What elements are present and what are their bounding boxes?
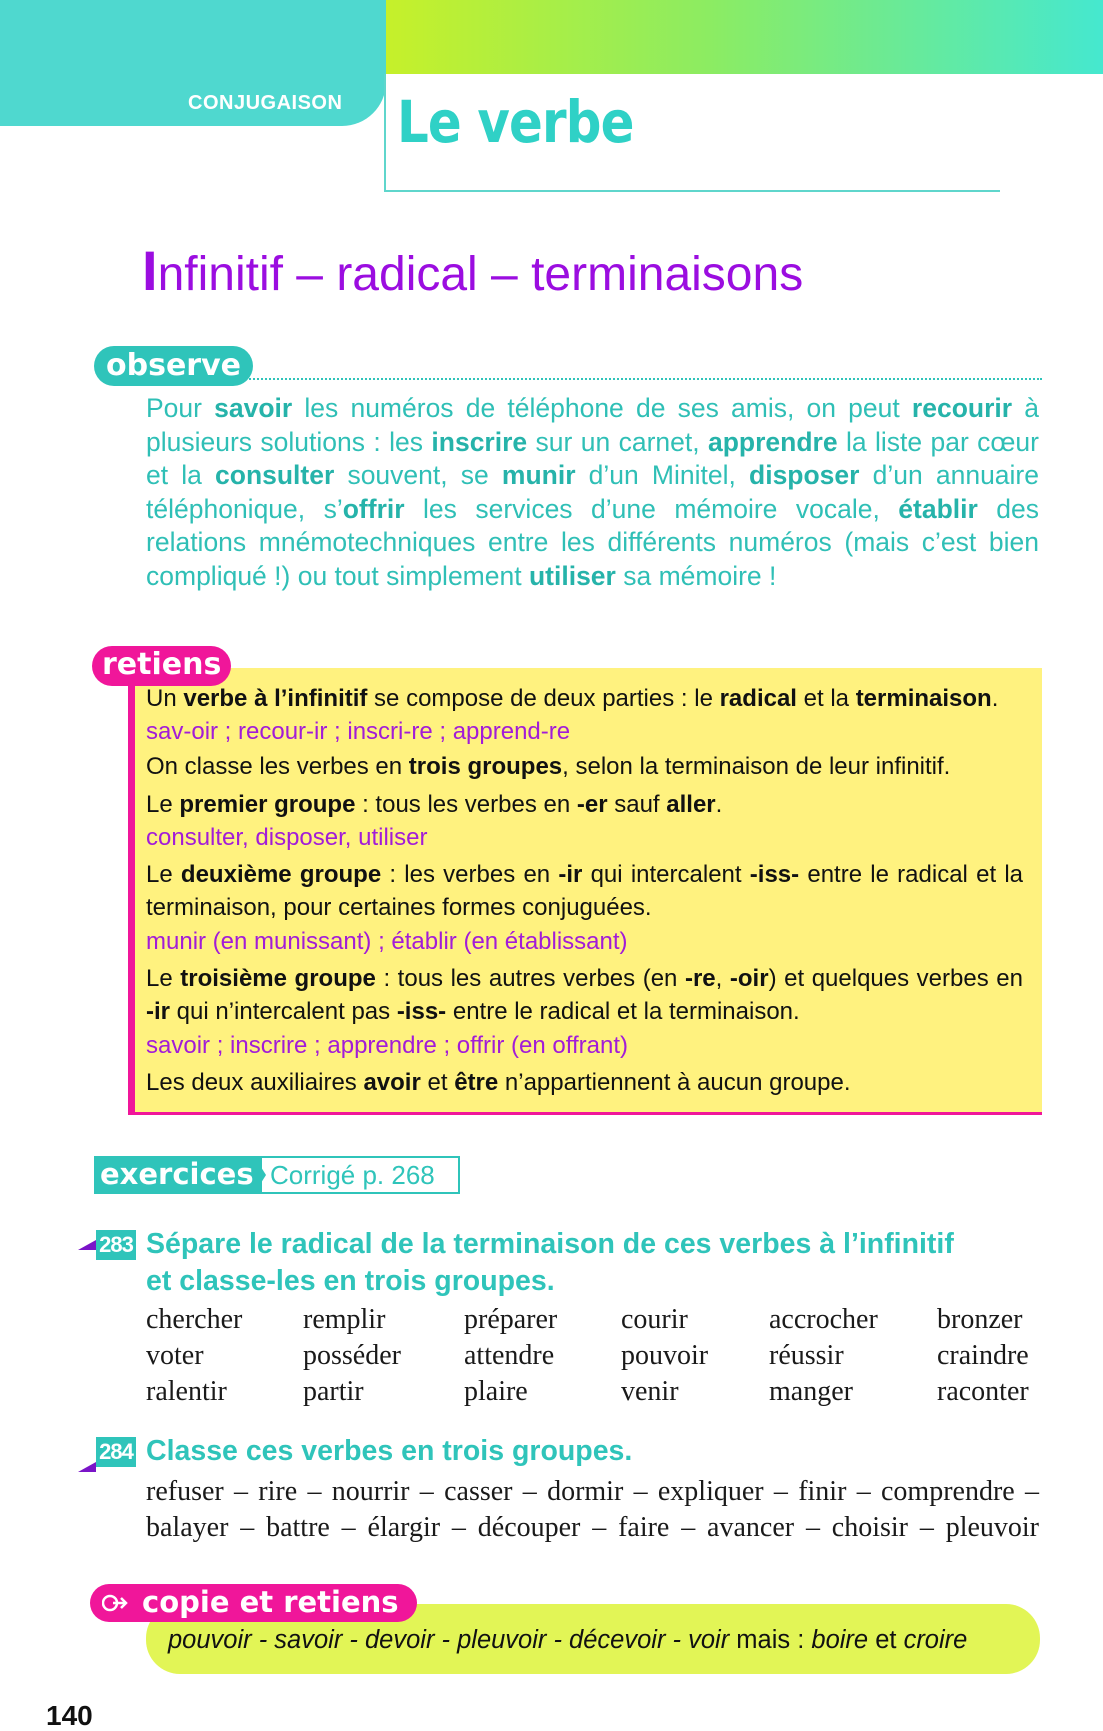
rule-keyword: avoir xyxy=(363,1069,421,1096)
highlighted-verb: offrir xyxy=(342,493,405,524)
rule-example-4: savoir ; inscrire ; apprendre ; offrir (en offrant) xyxy=(146,1032,628,1059)
text-run: qui n’intercalent pas xyxy=(170,998,397,1025)
exercise-marker-icon xyxy=(78,1240,96,1250)
rule-keyword: deuxième groupe xyxy=(180,861,382,888)
text-run: entre le radical et la terminaison. xyxy=(446,998,800,1025)
highlighted-verb: apprendre xyxy=(708,426,838,457)
exercise-number-284: 284 xyxy=(96,1437,136,1467)
rule-keyword: -oir xyxy=(729,965,769,992)
word-cell: posséder xyxy=(303,1340,401,1371)
word-cell: réussir xyxy=(769,1340,844,1371)
exercices-arrow-icon xyxy=(254,1156,266,1194)
rule-keyword: trois groupes xyxy=(408,753,563,780)
rule-keyword: -er xyxy=(576,791,608,818)
page-title: Le verbe xyxy=(397,88,634,156)
text-run: les numéros de téléphone de ses amis, on peut xyxy=(292,393,912,423)
rule-keyword: troisième groupe xyxy=(180,965,376,992)
observe-label: observe xyxy=(94,346,253,386)
text-run: entre le radical et la terminaison, pour certaines formes conjuguées. xyxy=(146,861,1024,921)
rule-keyword: -iss- xyxy=(396,998,447,1025)
rule-example-2: consulter, disposer, utiliser xyxy=(146,824,428,851)
copie-label: copie et retiens xyxy=(90,1584,417,1622)
rule-line-group-2 xyxy=(146,858,1023,924)
page-number: 140 xyxy=(46,1700,93,1731)
exercise-283-question-line-2: et classe-les en trois groupes. xyxy=(146,1265,555,1297)
text-run: à plusieurs solutions : les xyxy=(146,393,1039,457)
rule-keyword: verbe à l’infinitif xyxy=(183,685,368,712)
corrige-reference: Corrigé p. 268 xyxy=(252,1156,460,1194)
highlighted-verb: disposer xyxy=(749,460,860,490)
word-cell: remplir xyxy=(303,1304,386,1335)
exercise-283-question-line-1: Sépare le radical de la terminaison de ces verbes à l’infinitif xyxy=(146,1228,954,1260)
highlighted-verb: consulter xyxy=(215,460,335,490)
exercise-number-283: 283 xyxy=(96,1230,136,1260)
rule-line-groups xyxy=(146,750,1023,783)
text-run: et xyxy=(420,1069,455,1096)
text-run: d’un Minitel, xyxy=(575,460,750,490)
text-run: : tous les autres verbes (en xyxy=(375,965,685,992)
text-run: n’appartiennent à aucun groupe. xyxy=(498,1069,851,1096)
copie-et: et xyxy=(875,1626,897,1654)
text-run: , xyxy=(715,965,730,992)
exercices-label: exercices xyxy=(94,1156,262,1194)
rule-keyword: -iss- xyxy=(749,861,800,888)
word-cell: ralentir xyxy=(146,1376,227,1407)
text-run: : les verbes en xyxy=(381,861,559,888)
title-box-fade xyxy=(1000,74,1103,192)
text-run: d’un annuaire téléphonique, s’ xyxy=(146,460,1039,524)
rule-line-auxiliaries xyxy=(146,1066,1023,1099)
exercise-284-question: Classe ces verbes en trois groupes. xyxy=(146,1435,633,1467)
rule-keyword: premier groupe xyxy=(179,791,356,818)
word-cell: partir xyxy=(303,1376,364,1407)
rule-example-1: sav-oir ; recour-ir ; inscri-re ; apprend-re xyxy=(146,718,571,745)
rule-keyword: être xyxy=(454,1069,499,1096)
word-cell: raconter xyxy=(937,1376,1029,1407)
header-band-right xyxy=(386,0,1103,74)
text-run: , selon la terminaison de leur infinitif. xyxy=(562,753,951,780)
text-run: se compose de deux parties : le xyxy=(367,685,720,712)
copy-icon xyxy=(102,1591,128,1615)
rule-keyword: -ir xyxy=(558,861,583,888)
rule-line-group-3 xyxy=(146,962,1023,1028)
word-cell: accrocher xyxy=(769,1304,878,1335)
highlighted-verb: munir xyxy=(501,460,576,490)
text-run: souvent, se xyxy=(334,460,502,490)
word-cell: manger xyxy=(769,1376,853,1407)
copie-boire: boire xyxy=(811,1626,869,1654)
section-label: CONJUGAISON xyxy=(188,92,343,114)
lesson-subtitle xyxy=(142,238,803,303)
word-cell: chercher xyxy=(146,1304,243,1335)
text-run: qui intercalent xyxy=(582,861,750,888)
dotted-divider xyxy=(238,378,1042,380)
text-run: Les deux auxiliaires xyxy=(146,1069,364,1096)
rule-keyword: terminaison xyxy=(855,685,992,712)
text-run: et la xyxy=(796,685,856,712)
word-cell: craindre xyxy=(937,1340,1029,1371)
text-run: sauf xyxy=(607,791,667,818)
exercise-284-verbs-line-2: balayer – battre – élargir – découper – faire – avancer – choisir – pleuvoir xyxy=(146,1512,1039,1543)
word-cell: voter xyxy=(146,1340,204,1371)
text-run: des relations mnémotechniques entre les différents numéros (mais c’est bien compliqué !) ou tout simplement xyxy=(146,493,1039,591)
rule-line-group-1 xyxy=(146,788,1023,821)
word-cell: courir xyxy=(621,1304,688,1335)
highlighted-verb: établir xyxy=(898,493,978,524)
copie-verbs: pouvoir - savoir - devoir - pleuvoir - décevoir - voir xyxy=(168,1626,730,1654)
text-run: Un xyxy=(146,685,184,712)
rule-keyword: radical xyxy=(719,685,797,712)
text-run: On classe les verbes en xyxy=(146,753,409,780)
exercise-284-verbs-line-1: refuser – rire – nourrir – casser – dormir – expliquer – finir – comprendre – xyxy=(146,1476,1039,1507)
observe-paragraph xyxy=(146,392,1039,593)
word-cell: attendre xyxy=(464,1340,555,1371)
word-cell: bronzer xyxy=(937,1304,1023,1335)
highlighted-verb: inscrire xyxy=(431,426,528,457)
text-run: Le xyxy=(146,965,181,992)
rule-keyword: -ir xyxy=(146,998,170,1025)
highlighted-verb: savoir xyxy=(214,393,293,423)
text-run: : tous les verbes en xyxy=(355,791,577,818)
exercise-283-question xyxy=(146,1226,1026,1300)
rule-example-3: munir (en munissant) ; établir (en établissant) xyxy=(146,928,628,955)
text-run: Le xyxy=(146,791,180,818)
rule-keyword: -re xyxy=(684,965,716,992)
text-run: . xyxy=(991,685,999,712)
rule-line-definition xyxy=(146,682,1023,715)
subtitle-rest: nfinitif – radical – terminaisons xyxy=(157,248,804,301)
word-cell: plaire xyxy=(464,1376,528,1407)
word-cell: pouvoir xyxy=(621,1340,709,1371)
subtitle-initial: I xyxy=(142,239,158,302)
copie-croire: croire xyxy=(903,1626,968,1654)
retiens-label: retiens xyxy=(92,646,231,686)
highlighted-verb: recourir xyxy=(911,393,1013,423)
text-run: Le xyxy=(146,861,181,888)
text-run: les services d’une mémoire vocale, xyxy=(404,493,899,524)
text-run: la liste par cœur et la xyxy=(146,426,1039,490)
rule-keyword: aller xyxy=(666,791,716,818)
text-run: . xyxy=(715,791,723,818)
exercise-marker-icon xyxy=(78,1462,96,1472)
word-cell: venir xyxy=(621,1376,679,1407)
text-run: sa mémoire ! xyxy=(615,560,777,591)
text-run: ) et quelques verbes en xyxy=(768,965,1023,992)
copie-text xyxy=(168,1624,967,1656)
word-cell: préparer xyxy=(464,1304,558,1335)
copie-mais: mais : xyxy=(736,1626,805,1654)
text-run: Pour xyxy=(146,393,215,423)
text-run: sur un carnet, xyxy=(527,426,708,457)
highlighted-verb: utiliser xyxy=(528,560,616,591)
